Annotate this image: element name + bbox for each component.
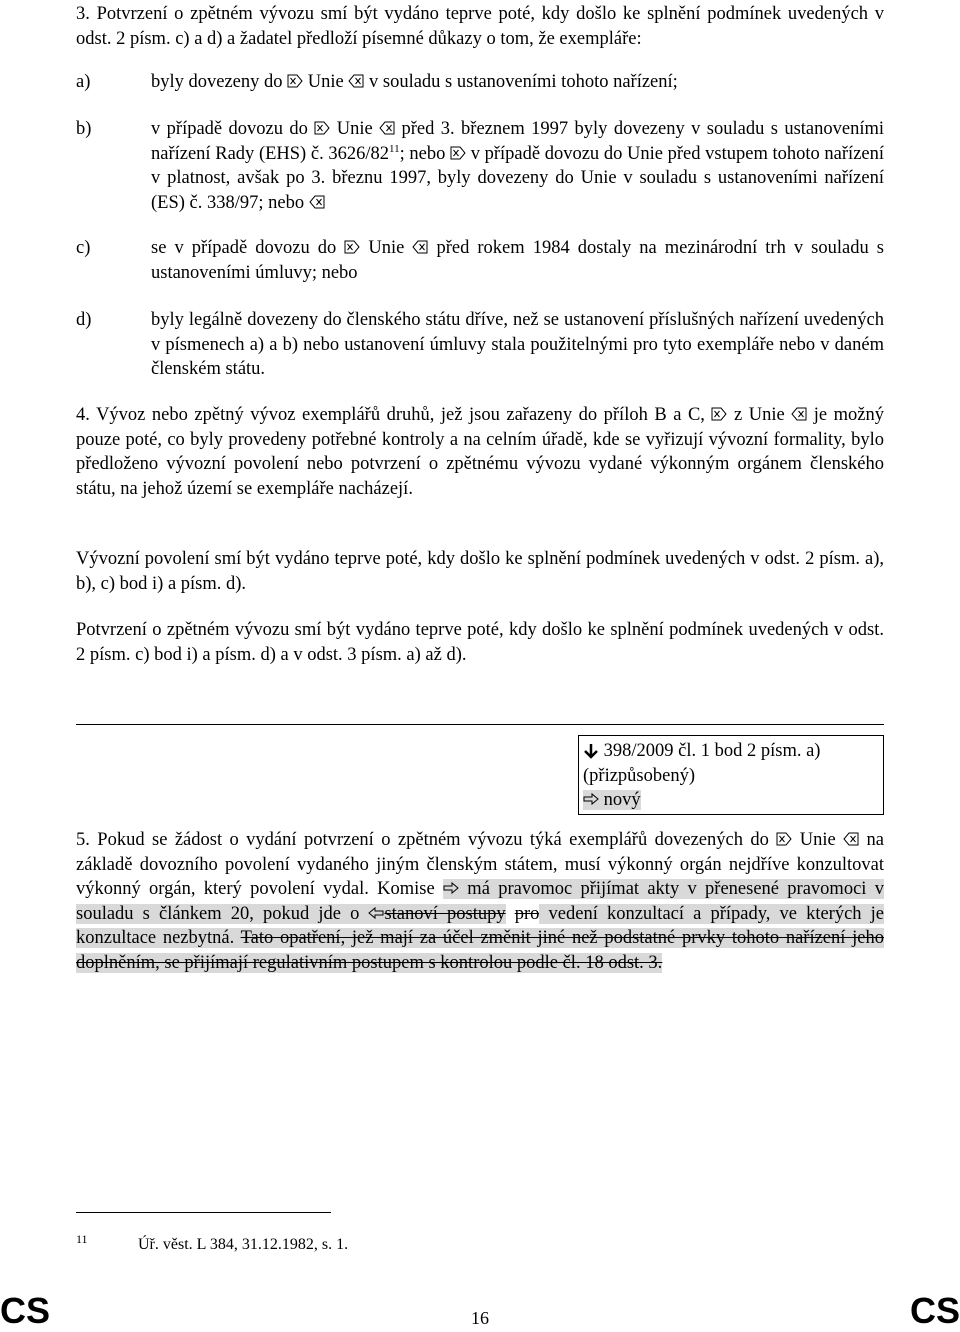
deleted-arrow-icon — [368, 906, 384, 920]
insert-start-icon — [287, 74, 303, 88]
list-label: c) — [76, 238, 91, 258]
insert-start-icon — [711, 407, 727, 421]
insert-end-icon — [379, 121, 395, 135]
insert-start-icon — [776, 832, 792, 846]
paragraph-3-intro — [76, 2, 884, 51]
new-arrow-icon — [583, 792, 599, 806]
paragraph-reexport-cert: Potvrzení o zpětném vývozu smí být vydáno teprve poté, kdy došlo ke splnění podmínek uvedených v odst. 2 písm. c) bod i) a písm. d) a v odst. 3 písm. a) až d). — [76, 620, 884, 665]
insert-start-icon — [314, 121, 330, 135]
insert-end-icon — [791, 407, 807, 421]
footnote-divider — [76, 1212, 331, 1213]
insert-start-icon — [344, 240, 360, 254]
insert-end-icon — [412, 240, 428, 254]
paragraph-export-permit: Vývozní povolení smí být vydáno teprve poté, kdy došlo ke splnění podmínek uvedených v odst. 2 písm. a), b), c) bod i) a písm. d). — [76, 549, 884, 594]
divider — [76, 724, 884, 725]
footnote-ref[interactable]: 11 — [389, 142, 400, 155]
footer-lang-left: CS — [0, 1290, 51, 1331]
insert-end-icon — [309, 195, 325, 209]
paragraph-5: 5. Pokud se žádost o vydání potvrzení o zpětném vývozu týká exemplářů dovezených do Unie na základě dovozního povolení vydaného jiným členským státem, musí výkonný orgán nejdříve konzultovat výkonný orgán, který povolení vydal. Komise má pravomoc přijímat akty v přenesené pravomoci v souladu s článkem 20, pokud jde o stanoví postupy pro vedení konzultací a případy, ve kterých je konzultace nezbytná. Tato opatření, jež mají za účel změnit jiné než podstatné prvky tohoto nařízení jeho doplněním, se přijímají regulativním postupem s kontrolou podle čl. 18 odst. 3. — [76, 830, 885, 973]
list-label: d) — [76, 310, 92, 330]
list-label: a) — [76, 72, 91, 92]
footnote-text: Úř. věst. L 384, 31.12.1982, s. 1. — [138, 1236, 349, 1253]
insert-end-icon — [348, 74, 364, 88]
footnote-number: 11 — [76, 1232, 88, 1246]
insert-end-icon — [843, 832, 859, 846]
new-arrow-icon — [443, 881, 459, 895]
list-label: b) — [76, 119, 92, 139]
insert-start-icon — [450, 146, 466, 160]
box-adapted-label: (přizpůsobený) — [583, 765, 695, 786]
source-arrow-icon — [583, 743, 599, 757]
page-number: 16 — [471, 1308, 489, 1328]
paragraph-4: 4. Vývoz nebo zpětný vývoz exemplářů druhů, jež jsou zařazeny do příloh B a C, z Unie je možný pouze poté, co byly provedeny potřebné kontroly a na celním úřadě, kde se vyřizují vývozní formality, bylo předloženo vývozní povolení nebo potvrzení o zpětnému vývozu vydané výkonným orgánem členského státu, na jehož území se exempláře nacházejí. — [76, 405, 884, 499]
paragraph-3-text: 3. Potvrzení o zpětném vývozu smí být vydáno teprve poté, kdy došlo ke splnění podmínek uvedených v odst. 2 písm. c) a d) a žadatel předloží písemné důkazy o tom, že exempláře: — [76, 4, 884, 49]
amendment-source-box: 398/2009 čl. 1 bod 2 písm. a) (přizpůsobený) nový — [578, 735, 884, 815]
footer-lang-right: CS — [909, 1290, 960, 1331]
